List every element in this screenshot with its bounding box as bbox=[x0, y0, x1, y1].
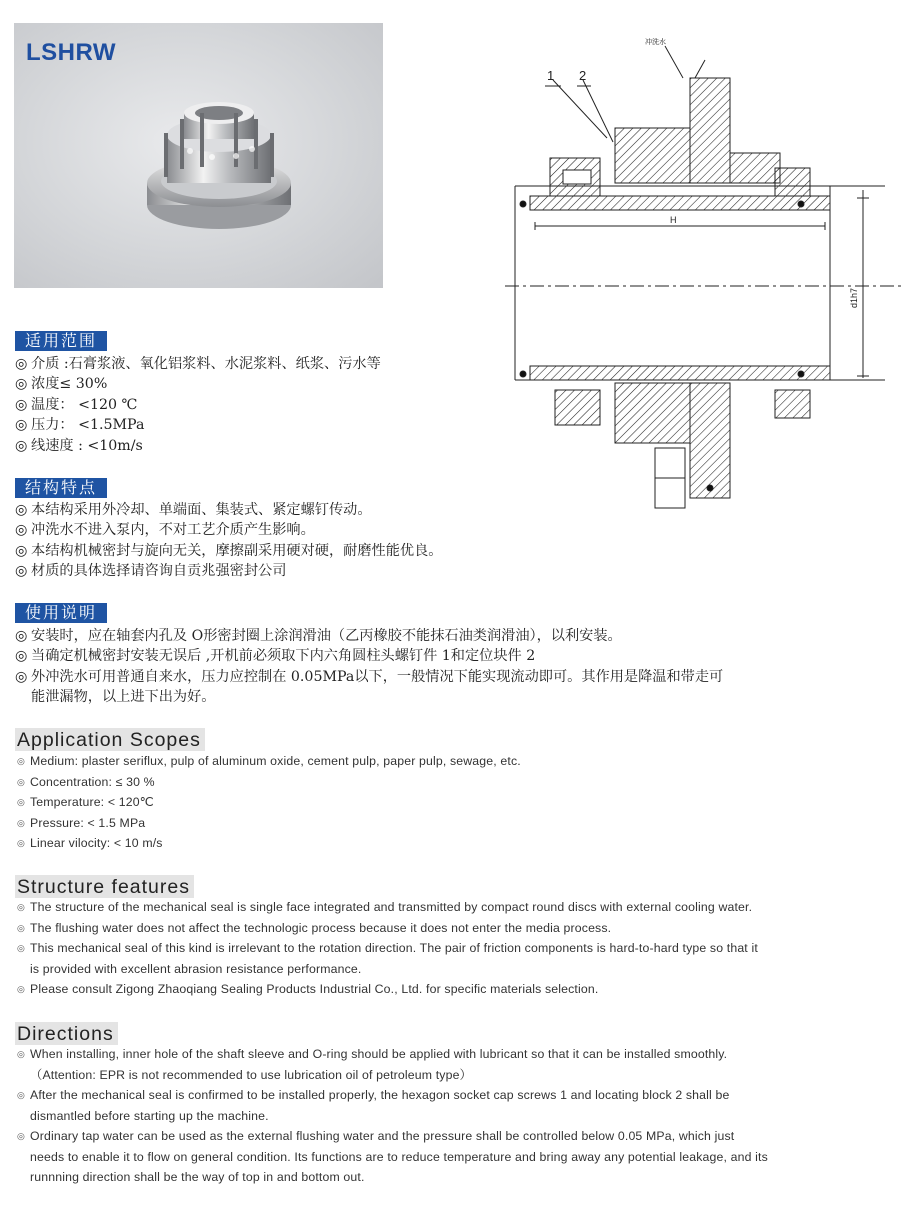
list-item: needs to enable it to flow on general condition. Its functions are to reduce temperature and bring away any potential leakage, and its bbox=[30, 1149, 768, 1164]
list-item: ◎ This mechanical seal of this kind is irrelevant to the rotation direction. The pair of friction components is hard-to-hard type so that it bbox=[17, 941, 758, 955]
part-label-1: 1 bbox=[547, 68, 555, 83]
section-title-scope-cn: 适用范围 bbox=[15, 331, 107, 351]
scope-cn-list bbox=[15, 354, 381, 456]
section-title-directions-en: Directions bbox=[15, 1022, 118, 1045]
section-title-directions-cn: 使用说明 bbox=[15, 603, 107, 623]
directions-en-list bbox=[17, 1044, 912, 1188]
list-item: ◎ 安装时，应在轴套内孔及 O形密封圈上涂润滑油（乙丙橡胶不能抹石油类润滑油），以利安装。 bbox=[15, 628, 622, 644]
list-item: ◎ 浓度≤ 30% bbox=[15, 376, 108, 393]
list-item: ◎ 冲洗水不进入泵内，不对工艺介质产生影响。 bbox=[15, 522, 315, 539]
list-item: ◎ Please consult Zigong Zhaoqiang Sealing Products Industrial Co., Ltd. for specific materials selection. bbox=[17, 982, 599, 996]
section-title-scope-en: Application Scopes bbox=[15, 728, 205, 751]
list-item: （Attention: EPR is not recommended to use lubrication oil of petroleum type） bbox=[30, 1067, 473, 1082]
list-item: ◎ The flushing water does not affect the technologic process because it does not enter the media process. bbox=[17, 920, 612, 935]
flush-water-label: 冲洗水 bbox=[645, 38, 666, 46]
section-title-structure-en: Structure features bbox=[15, 875, 194, 898]
list-item: ◎ Linear vilocity: < 10 m/s bbox=[17, 836, 163, 850]
list-item: ◎ 材质的具体选择请咨询自贡兆强密封公司 bbox=[15, 563, 287, 580]
model-name: LSHRW bbox=[26, 39, 117, 66]
product-photo bbox=[14, 23, 383, 288]
list-item: ◎ The structure of the mechanical seal is single face integrated and transmitted by compact round discs with external cooling water. bbox=[17, 900, 753, 914]
list-item: dismantled before starting up the machine. bbox=[30, 1108, 269, 1123]
list-item: ◎ Ordinary tap water can be used as the external flushing water and the pressure shall be controlled below 0.05 MPa, which just bbox=[17, 1129, 735, 1143]
seal-section-drawing bbox=[505, 18, 905, 538]
dimension-d-label: d1h7 bbox=[849, 287, 859, 308]
list-item: ◎ 介质 :石膏浆液、氧化铝浆料、水泥浆料、纸浆、污水等 bbox=[15, 356, 381, 372]
scope-en-list bbox=[17, 751, 912, 854]
list-item: ◎ 压力： <1.5MPa bbox=[15, 417, 145, 434]
list-item: ◎ Medium: plaster seriflux, pulp of aluminum oxide, cement pulp, paper pulp, sewage, etc. bbox=[17, 754, 521, 768]
list-item: ◎ 当确定机械密封安装无误后 ,开机前必须取下内六角圆柱头螺钉件 1和定位块件 2 bbox=[15, 648, 536, 665]
directions-cn-list bbox=[15, 626, 723, 708]
section-title-structure-cn: 结构特点 bbox=[15, 478, 107, 498]
structure-cn-list bbox=[15, 500, 442, 582]
list-item: ◎ Pressure: < 1.5 MPa bbox=[17, 815, 146, 830]
part-label-2: 2 bbox=[579, 68, 587, 83]
list-item: ◎ 外冲洗水可用普通自来水，压力应控制在 0.05MPa以下，一般情况下能实现流动即可。其作用是降温和带走可 bbox=[15, 668, 724, 685]
dimension-h-label: H bbox=[670, 215, 677, 225]
list-item: 能泄漏物，以上进下出为好。 bbox=[31, 689, 216, 706]
list-item: is provided with excellent abrasion resistance performance. bbox=[30, 961, 362, 976]
list-item: ◎ 本结构机械密封与旋向无关，摩擦副采用硬对硬，耐磨性能优良。 bbox=[15, 542, 443, 559]
list-item: runnning direction shall be the way of top in and bottom out. bbox=[30, 1170, 365, 1184]
list-item: ◎ 本结构采用外冷却、单端面、集装式、紧定螺钉传动。 bbox=[15, 502, 372, 518]
list-item: ◎ Temperature: < 120℃ bbox=[17, 795, 154, 809]
list-item: ◎ 线速度 : <10m/s bbox=[15, 437, 143, 454]
structure-en-list bbox=[17, 897, 912, 1000]
list-item: ◎ After the mechanical seal is confirmed to be installed properly, the hexagon socket cap screws 1 and locating block 2 shall be bbox=[17, 1088, 730, 1102]
list-item: ◎ 温度： <120 ℃ bbox=[15, 396, 138, 413]
list-item: ◎ Concentration: ≤ 30 % bbox=[17, 774, 155, 789]
list-item: ◎ When installing, inner hole of the shaft sleeve and O-ring should be applied with lubricant so that it can be installed smoothly. bbox=[17, 1047, 728, 1061]
